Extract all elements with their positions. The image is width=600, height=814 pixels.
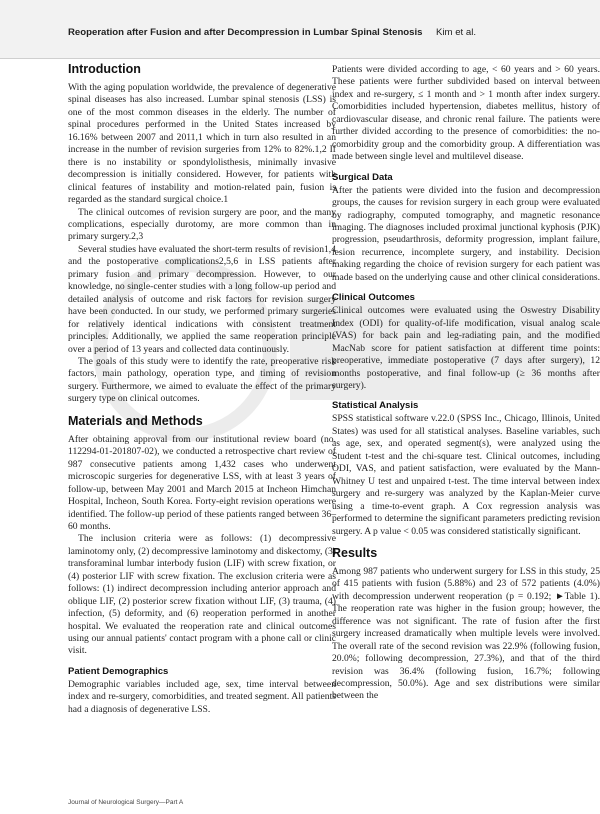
methods-paragraph-2: The inclusion criteria were as follows: (1) decompressive laminotomy only, (2) decompressive laminotomy and diskectomy, (3) transforaminal lumbar interbody fusion (LIF) with screw fixation, or (4) posterior LIF with screw fixation. The exclusion criteria were as follows: (1) indirect decompression including anterior approach and oblique LIF, (2) posterior screw fixation without LIF, (3) trauma, (4) infection, (5) deformity, and (6) reoperation performed in another hospital. We evaluated the reoperation rate and clinical outcomes using our annual patients' contact program with a phone call or clinic visit. (68, 533, 336, 657)
intro-paragraph-3: Several studies have evaluated the short-term results of revision1,4 and the postoperative complications2,5,6 in LSS patients after primary fusion and primary decompression. However, to our knowledge, no single-center studies with a long follow-up period and detailed analysis of outcome and risk factors for revision surgery have been conducted. In our study, we performed primary surgeries for relatively identical indications with consistent treatment principles. Additionally, we applied the same reoperation principle over a period of 13 years and collected data continuously. (68, 243, 336, 355)
intro-paragraph-2: The clinical outcomes of revision surgery are poor, and the many complications, especially durotomy, are more common than in primary surgery.2,3 (68, 206, 336, 243)
demographics-paragraph-1: Demographic variables included age, sex, time interval between index and re-surgery, comorbidities, and treated segment. All patients had a diagnosis of degenerative LSS. (68, 678, 336, 715)
introduction-heading: Introduction (68, 62, 141, 76)
results-heading: Results (332, 545, 378, 560)
clinical-paragraph-1: Clinical outcomes were evaluated using the Oswestry Disability Index (ODI) for quality-of-life modification, visual analog scale (VAS) for back pain and leg-radiating pain, and the modified MacNab score for patient satisfaction at different time points: preoperative, immediate postoperative (7 days after surgery), 12 months postoperative, and final follow-up (≥ 36 months after surgery). (332, 305, 600, 391)
statistical-heading: Statistical Analysis (332, 400, 419, 412)
running-title: Reoperation after Fusion and after Decompression in Lumbar Spinal Stenosis (68, 27, 423, 38)
intro-paragraph-1: With the aging population worldwide, the prevalence of degenerative spinal diseases has also increased. Lumbar spinal stenosis (LSS) is one of the most common diseases in the elderly. The number of spinal procedures performed in the United States increased by 16.16% between 2007 and 2011,1 which in turn also resulted in an increase in the number of revision surgeries from 12% to 82%.1,2 If there is no instability or spondylolisthesis, minimally invasive decompression is initially considered. However, for patients with clinical features of instability and motion-related pain, fusion is regarded as the standard surgical choice.1 (68, 82, 336, 206)
statistical-paragraph-1: SPSS statistical software v.22.0 (SPSS Inc., Chicago, Illinois, United States) was used for all statistical analyses. Baseline variables, such as age, sex, and operated segment(s), were analyzed using the Student t-test and the chi-square test. Clinical outcomes, including ODI, VAS, and patient satisfaction, were evaluated by the Mann-Whitney U test and unpaired t-test. The time interval between index surgery and re-surgery was analyzed by the Kaplan-Meier curve using a time-to-event graph. A Cox regression analysis was performed to determine the significant parameters predicting revision surgery. A p value < 0.05 was considered statistically significant. (332, 413, 600, 537)
journal-footer: Journal of Neurological Surgery—Part A (68, 799, 184, 806)
surgical-paragraph-1: After the patients were divided into the fusion and decompression groups, the causes for revision surgery in each group were evaluated by radiography, computed tomography, and magnetic resonance imaging. The diagnoses included proximal junctional kyphosis (PJK) progression, pseudarthrosis, deformity progression, implant failure, lesion recurrence, incomplete surgery, and instability. Decision making regarding the choice of revision surgery for each patient was made based on the underlying cause and other clinical considerations. (332, 184, 600, 283)
running-authors: Kim et al. (436, 27, 476, 38)
demographics-heading: Patient Demographics (68, 665, 169, 677)
left-column (68, 62, 336, 716)
methods-paragraph-1: After obtaining approval from our institutional review board (no. 112294-01-201807-02), we conducted a retrospective chart review of 987 consecutive patients among 1,432 cases who underwent microscopic surgeries for degenerative LSS, with at least 3 years of follow-up, between May 2001 and March 2015 at Incheon Himchan Hospital, Incheon, South Korea. Forty-eight revision operations were identified. The follow-up period of these patients ranged between 36–60 months. (68, 433, 336, 532)
right-column (332, 64, 600, 703)
demographics-paragraph-2: Patients were divided according to age, < 60 years and > 60 years. These patients were further subdivided based on interval between index and re-surgery, ≤ 1 month and > 1 month after index surgery. Comorbidities included hypertension, diabetes mellitus, history of cardiovascular disease, and chronic renal failure. The patients were further divided according to the presence of comorbidities: the no-comorbidity group and the comorbidity group. A differentiation was made between single level and multilevel disease. (332, 64, 600, 163)
surgical-heading: Surgical Data (332, 171, 393, 183)
intro-paragraph-4: The goals of this study were to identify the rate, preoperative risk factors, main pathology, operation type, and timing of revision surgery. Furthermore, we aimed to evaluate the effect of the primary surgery type on clinical outcomes. (68, 355, 336, 405)
results-paragraph-1: Among 987 patients who underwent surgery for LSS in this study, 25 of 415 patients with fusion (5.88%) and 23 of 572 patients (4.0%) with decompression underwent reoperation (p = 0.192; ►Table 1). The reoperation rate was higher in the fusion group; however, the difference was not significant. The rate of fusion after the first surgery increased dramatically when multiple levels were involved. The overall rate of the second revision was 22.9% (following fusion, 20.0%; following decompression, 27.3%), and that of the third revision was 36.4% (following fusion, 16.7%; following decompression, 50.0%). Age and sex distributions were similar between the (332, 565, 600, 702)
clinical-heading: Clinical Outcomes (332, 292, 415, 304)
methods-heading: Materials and Methods (68, 413, 203, 428)
running-header (0, 0, 600, 59)
